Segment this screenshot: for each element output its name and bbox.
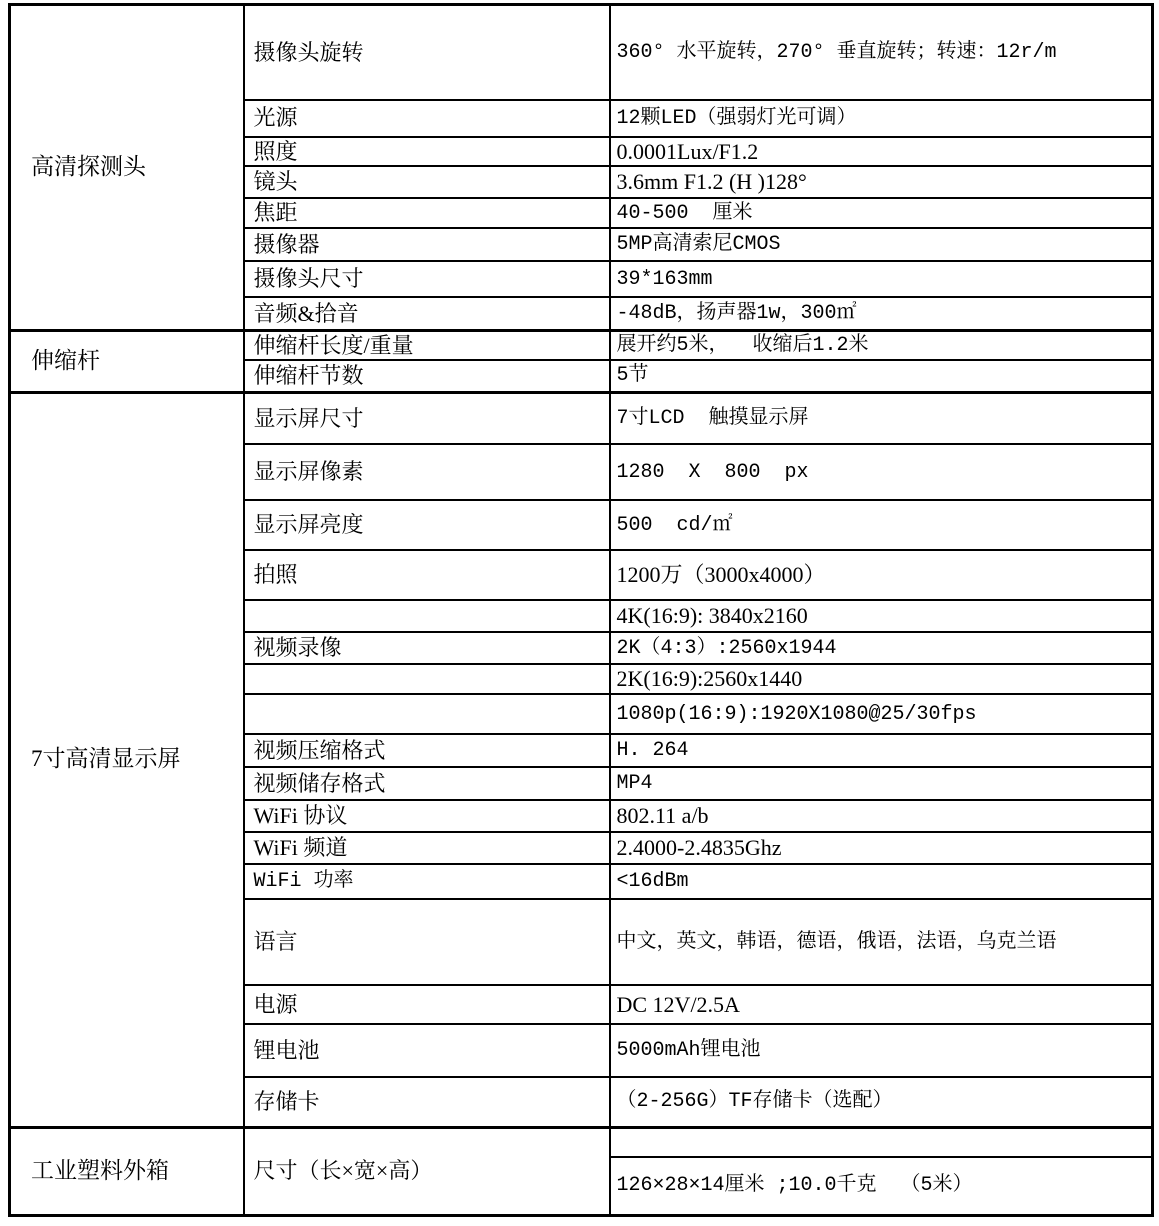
- spec-label-cell: 锂电池: [244, 1024, 610, 1077]
- table-row: [10, 330, 1153, 360]
- table-row: [10, 5, 1153, 100]
- spec-value-cell: 39*163mm: [610, 261, 1153, 297]
- spec-value-cell: 2.4000-2.4835Ghz: [610, 832, 1153, 864]
- spec-label-cell: WiFi 协议: [244, 800, 610, 832]
- spec-value-cell: 中文，英文，韩语，德语，俄语，法语，乌克兰语: [610, 899, 1153, 985]
- spec-label-cell: 伸缩杆长度/重量: [244, 330, 610, 360]
- spec-label-cell: 照度: [244, 137, 610, 167]
- spec-label-cell: [244, 664, 610, 694]
- spec-value-cell: 2K(16:9):2560x1440: [610, 664, 1153, 694]
- spec-value-cell: 1080p(16:9):1920X1080@25/30fps: [610, 694, 1153, 734]
- spec-label-cell: 摄像头尺寸: [244, 261, 610, 297]
- spec-table: [8, 3, 1154, 1217]
- spec-value-cell: H. 264: [610, 734, 1153, 767]
- spec-value-cell: -48dB，扬声器1w，300㎡: [610, 297, 1153, 330]
- spec-value-cell: 3.6mm F1.2 (H )128°: [610, 166, 1153, 198]
- spec-value-cell: [610, 1127, 1153, 1157]
- spec-table-body: [10, 5, 1153, 1216]
- category-cell: 高清探测头: [10, 5, 244, 331]
- spec-label-cell: 电源: [244, 985, 610, 1024]
- spec-label-cell: 视频压缩格式: [244, 734, 610, 767]
- spec-label-cell: 摄像器: [244, 228, 610, 261]
- spec-value-cell: 1280 X 800 px: [610, 444, 1153, 500]
- spec-label-cell: 镜头: [244, 166, 610, 198]
- spec-label-cell: 语言: [244, 899, 610, 985]
- spec-label-cell: 视频储存格式: [244, 767, 610, 800]
- spec-label-cell: 音频&拾音: [244, 297, 610, 330]
- spec-label-cell: WiFi 功率: [244, 864, 610, 899]
- spec-value-cell: 5000mAh锂电池: [610, 1024, 1153, 1077]
- spec-label-cell: 显示屏亮度: [244, 500, 610, 550]
- spec-label-cell: 光源: [244, 100, 610, 137]
- spec-value-cell: DC 12V/2.5A: [610, 985, 1153, 1024]
- spec-label-cell: 存储卡: [244, 1077, 610, 1127]
- spec-value-cell: 0.0001Lux/F1.2: [610, 137, 1153, 167]
- spec-label-cell: [244, 694, 610, 734]
- category-cell: 工业塑料外箱: [10, 1127, 244, 1215]
- spec-label-cell: 尺寸（长×宽×高）: [244, 1127, 610, 1215]
- spec-value-cell: 360° 水平旋转，270° 垂直旋转；转速：12r/m: [610, 5, 1153, 100]
- spec-value-cell: 4K(16:9): 3840x2160: [610, 600, 1153, 632]
- spec-value-cell: 展开约5米， 收缩后1.2米: [610, 330, 1153, 360]
- spec-label-cell: 显示屏尺寸: [244, 392, 610, 444]
- spec-label-cell: 焦距: [244, 198, 610, 228]
- spec-value-cell: 802.11 a/b: [610, 800, 1153, 832]
- spec-label-cell: 摄像头旋转: [244, 5, 610, 100]
- table-row: [10, 1127, 1153, 1157]
- spec-value-cell: 500 cd/㎡: [610, 500, 1153, 550]
- spec-value-cell: 1200万（3000x4000）: [610, 550, 1153, 600]
- spec-value-cell: MP4: [610, 767, 1153, 800]
- spec-value-cell: 40-500 厘米: [610, 198, 1153, 228]
- spec-label-cell: 显示屏像素: [244, 444, 610, 500]
- category-cell: 7寸高清显示屏: [10, 392, 244, 1127]
- spec-value-cell: 5MP高清索尼CMOS: [610, 228, 1153, 261]
- spec-value-cell: 7寸LCD 触摸显示屏: [610, 392, 1153, 444]
- spec-value-cell: 5节: [610, 360, 1153, 392]
- spec-value-cell: 2K（4:3）:2560x1944: [610, 632, 1153, 664]
- spec-value-cell: 12颗LED（强弱灯光可调）: [610, 100, 1153, 137]
- spec-label-cell: 拍照: [244, 550, 610, 600]
- table-row: [10, 392, 1153, 444]
- spec-value-cell: <16dBm: [610, 864, 1153, 899]
- spec-label-cell: 视频录像: [244, 632, 610, 664]
- spec-label-cell: 伸缩杆节数: [244, 360, 610, 392]
- spec-label-cell: WiFi 频道: [244, 832, 610, 864]
- category-cell: 伸缩杆: [10, 330, 244, 392]
- spec-value-cell: （2-256G）TF存储卡（选配）: [610, 1077, 1153, 1127]
- spec-label-cell: [244, 600, 610, 632]
- spec-value-cell: 126×28×14厘米 ;10.0千克 （5米）: [610, 1157, 1153, 1215]
